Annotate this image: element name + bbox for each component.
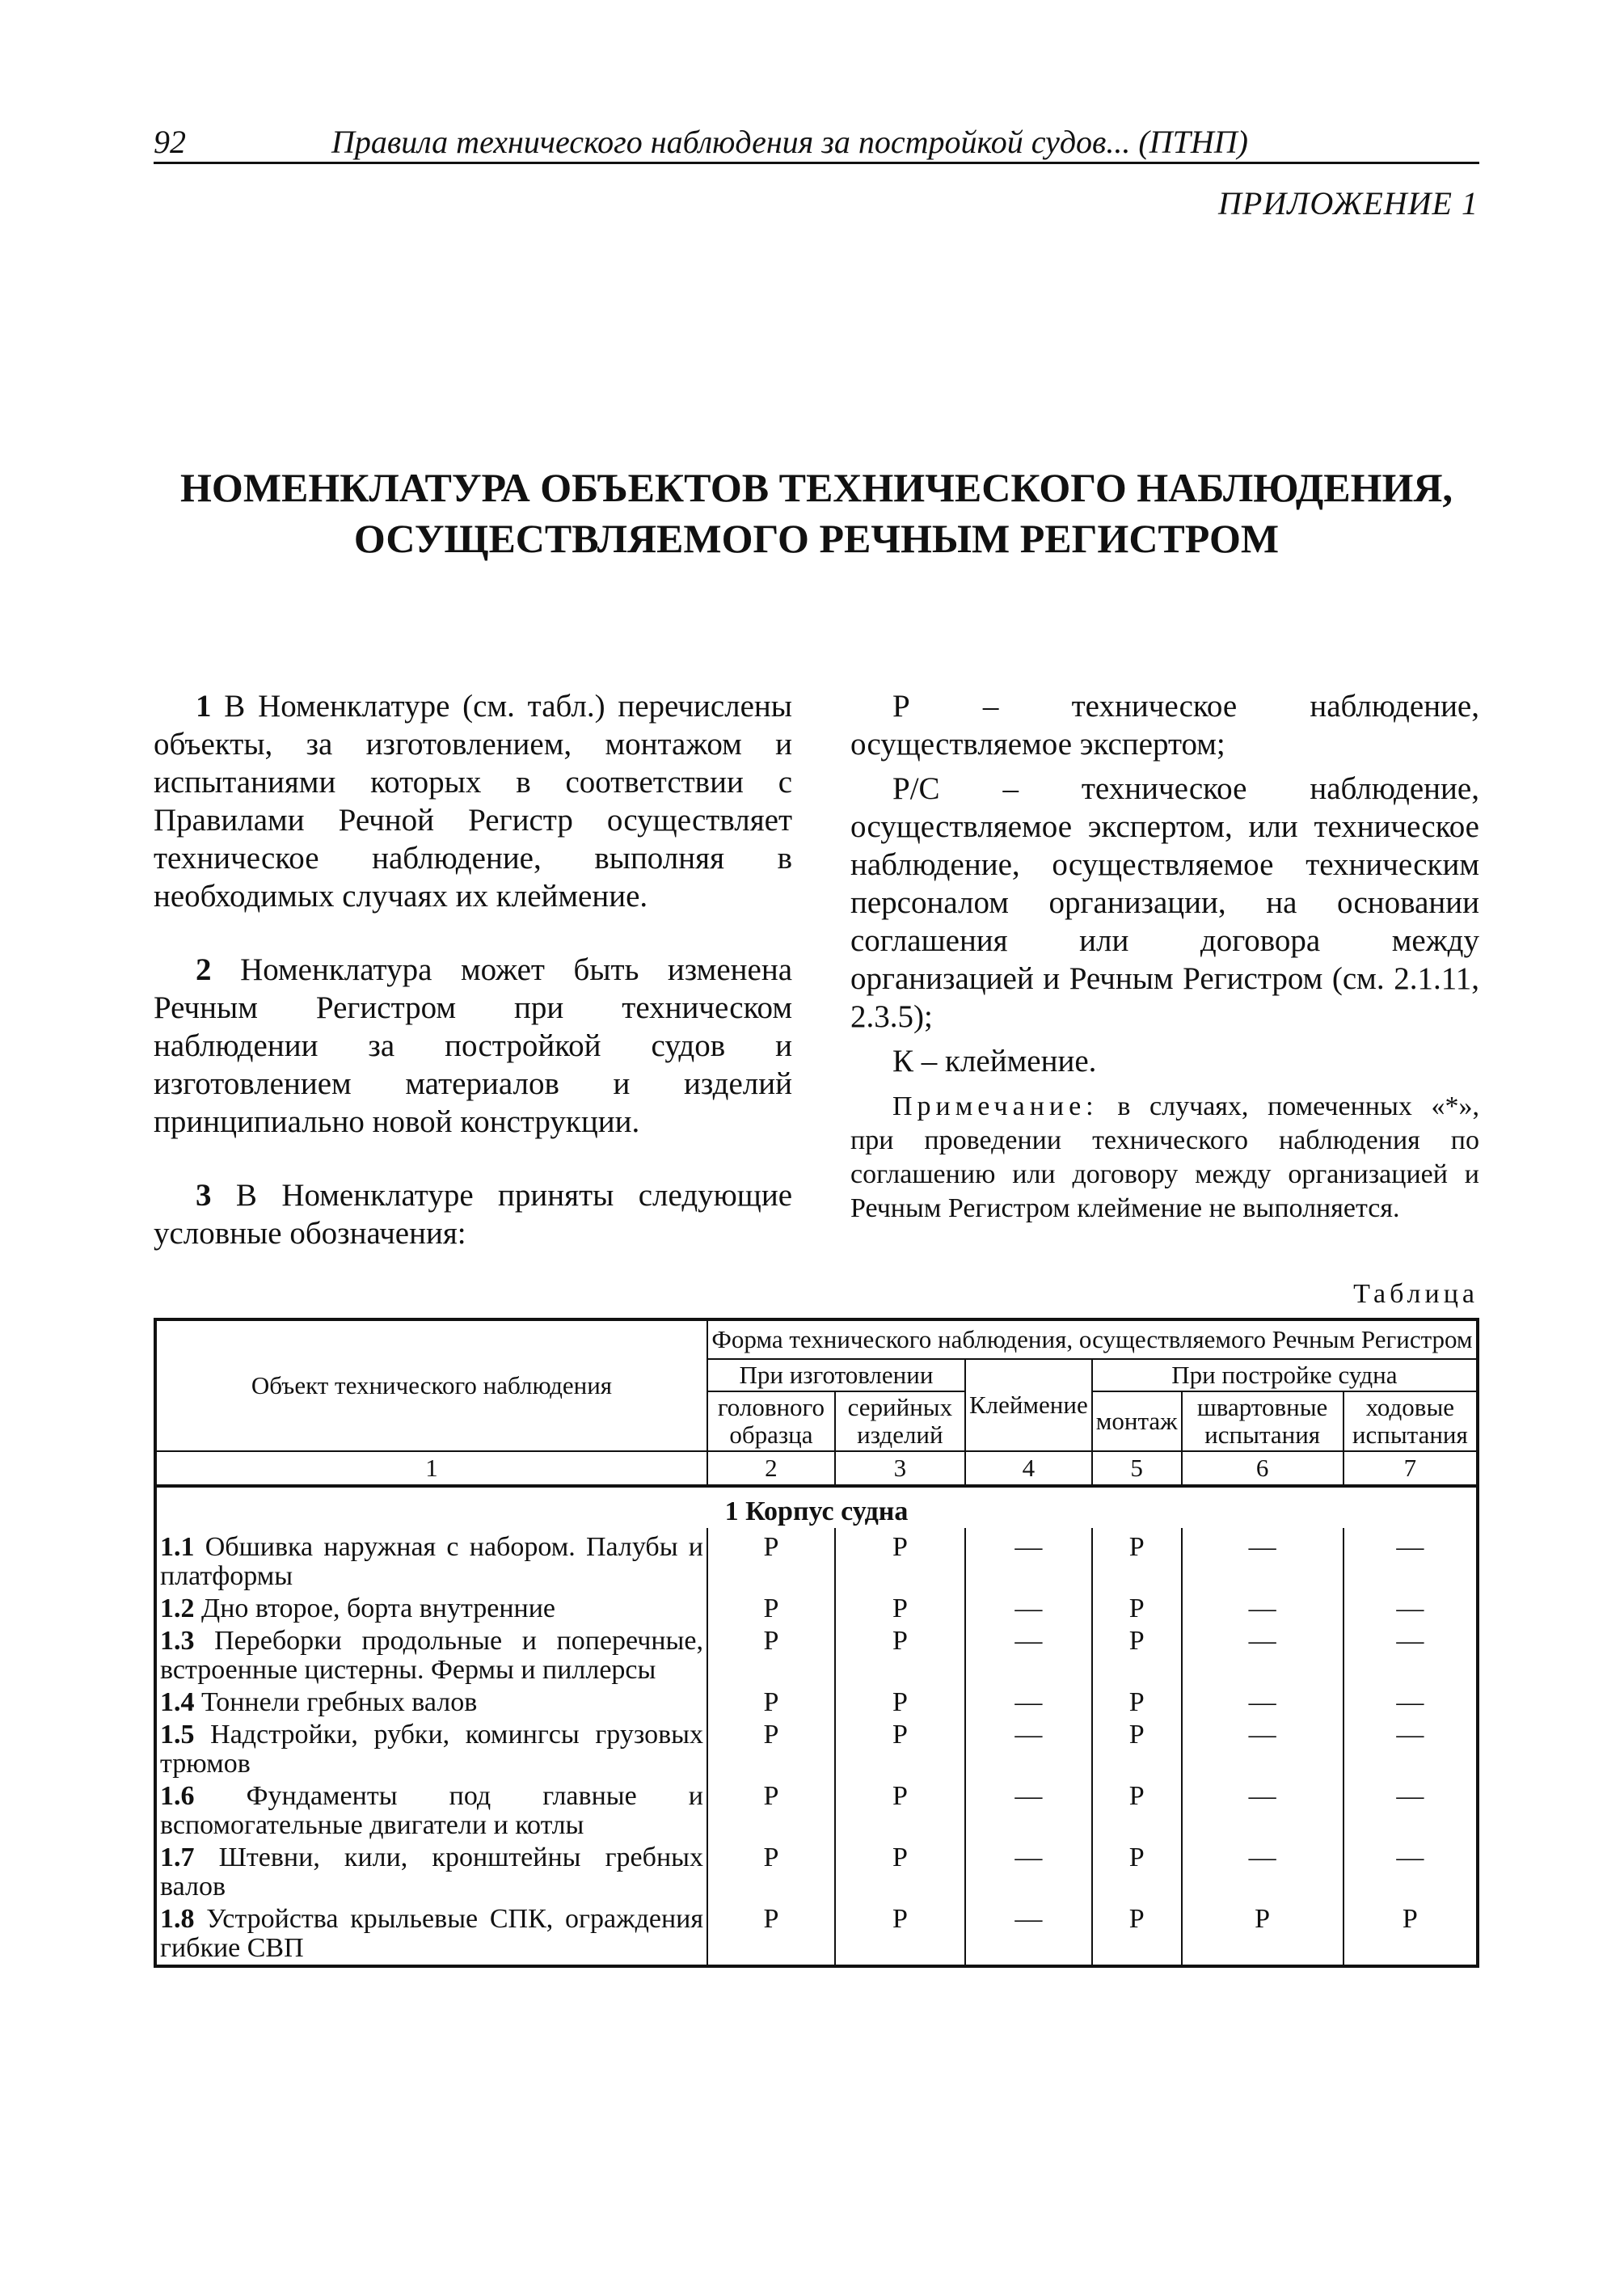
form-cell: Р: [1092, 1625, 1182, 1686]
object-cell: [155, 1686, 707, 1719]
form-cell: Р: [1092, 1719, 1182, 1780]
left-column: [154, 687, 792, 1252]
form-cell: —: [965, 1593, 1092, 1625]
column-numbers-row: [155, 1451, 1478, 1486]
note: [850, 1090, 1479, 1226]
form-cell: Р: [1092, 1528, 1182, 1593]
paragraph-2: [154, 951, 792, 1141]
form-cell: —: [1343, 1625, 1478, 1686]
object-cell: [155, 1625, 707, 1686]
form-cell: Р: [1182, 1903, 1343, 1966]
form-cell: —: [965, 1780, 1092, 1842]
form-cell: —: [965, 1528, 1092, 1593]
paragraph-text: Номенклатура может быть изменена Речным Регистром при техническом наблюдении за постройкой судов и изготовлением материалов и изделий принципиально новой конструкции.: [154, 952, 793, 1139]
object-cell: [155, 1780, 707, 1842]
form-cell: —: [965, 1625, 1092, 1686]
form-cell: —: [1343, 1842, 1478, 1903]
header-serial: серийных изделий: [835, 1391, 965, 1451]
definition-pc: Р/С – техническое наблюдение, осуществляемое экспертом, или техническое наблюдение, осуществляемое техническим персоналом организации, на основании соглашения или договора между организацией и Речным Регистром (см. 2.1.11, 2.3.5);: [850, 771, 1479, 1034]
form-cell: Р: [1343, 1903, 1478, 1966]
paragraph-text: В Номенклатуре (см. табл.) перечислены объекты, за изготовлением, монтажом и испытаниями которых в соответствии с Правилами Речной Регистр осуществляет техническое наблюдение, выполняя в необходимых случаях их клеймение.: [154, 689, 793, 914]
header-marking: Клеймение: [965, 1359, 1092, 1451]
form-cell: Р: [1092, 1686, 1182, 1719]
form-cell: Р: [707, 1593, 835, 1625]
object-cell: [155, 1903, 707, 1966]
form-cell: —: [1343, 1528, 1478, 1593]
form-cell: —: [965, 1719, 1092, 1780]
table-row: [155, 1625, 1478, 1686]
definition-k: К – клеймение.: [892, 1044, 1097, 1078]
object-cell: [155, 1593, 707, 1625]
object-cell: [155, 1842, 707, 1903]
paragraph-number: 2: [196, 952, 212, 987]
form-cell: Р: [835, 1903, 965, 1966]
table-row: [155, 1528, 1478, 1593]
nomenclature-table: [154, 1318, 1479, 1968]
note-text: в случаях, помеченных «*», при проведении технического наблюдения по соглашению или договору между организацией и Речным Регистром клеймение не выполняется.: [850, 1091, 1479, 1223]
running-title: Правила технического наблюдения за постройкой судов... (ПТНП): [331, 124, 1248, 160]
item-text: Штевни, кили, кронштейны гребных валов: [160, 1842, 703, 1902]
paragraph-number: 3: [196, 1178, 212, 1213]
table-row: [155, 1719, 1478, 1780]
item-number: 1.2: [160, 1593, 195, 1623]
item-number: 1.5: [160, 1720, 195, 1750]
form-cell: —: [1182, 1719, 1343, 1780]
paragraph-1: [154, 687, 792, 915]
column-number: 2: [707, 1451, 835, 1486]
column-number: 6: [1182, 1451, 1343, 1486]
form-cell: Р: [835, 1528, 965, 1593]
form-cell: Р: [835, 1719, 965, 1780]
form-cell: Р: [707, 1903, 835, 1966]
right-column: [850, 687, 1479, 1226]
table-row: [155, 1903, 1478, 1966]
definition-p: Р – техническое наблюдение, осуществляемое экспертом;: [850, 689, 1479, 762]
form-cell: Р: [835, 1780, 965, 1842]
item-number: 1.7: [160, 1842, 195, 1872]
form-cell: Р: [1092, 1780, 1182, 1842]
item-text: Обшивка наружная с набором. Палубы и платформы: [160, 1532, 703, 1591]
form-cell: Р: [835, 1686, 965, 1719]
item-text: Надстройки, рубки, комингсы грузовых трюмов: [160, 1720, 703, 1779]
form-cell: Р: [707, 1686, 835, 1719]
section-title: 1 Корпус судна: [724, 1496, 909, 1526]
page-number: 92: [154, 124, 186, 160]
appendix-label: ПРИЛОЖЕНИЕ 1: [1218, 185, 1478, 222]
object-cell: [155, 1719, 707, 1780]
title-line-1: НОМЕНКЛАТУРА ОБЪЕКТОВ ТЕХНИЧЕСКОГО НАБЛЮДЕНИЯ,: [180, 465, 1453, 510]
item-number: 1.3: [160, 1626, 195, 1656]
title-line-2: ОСУЩЕСТВЛЯЕМОГО РЕЧНЫМ РЕГИСТРОМ: [353, 516, 1280, 561]
form-cell: —: [1182, 1842, 1343, 1903]
form-cell: —: [965, 1686, 1092, 1719]
form-cell: —: [1182, 1528, 1343, 1593]
form-cell: Р: [835, 1593, 965, 1625]
form-cell: Р: [1092, 1903, 1182, 1966]
item-text: Фундаменты под главные и вспомогательные двигатели и котлы: [160, 1781, 703, 1840]
table-row: [155, 1593, 1478, 1625]
form-cell: Р: [707, 1719, 835, 1780]
table-row: [155, 1686, 1478, 1719]
column-number: 4: [965, 1451, 1092, 1486]
table-body: [155, 1528, 1478, 1966]
table-row: [155, 1842, 1478, 1903]
form-cell: Р: [707, 1625, 835, 1686]
column-number: 5: [1092, 1451, 1182, 1486]
header-sea-trials: ходовые испытания: [1343, 1391, 1478, 1451]
form-cell: Р: [707, 1528, 835, 1593]
object-cell: [155, 1528, 707, 1593]
header-lead-sample: головного образца: [707, 1391, 835, 1451]
form-cell: —: [1182, 1593, 1343, 1625]
header-rule: [154, 162, 1479, 164]
form-cell: Р: [1092, 1593, 1182, 1625]
header-manufacture: При изготовлении: [707, 1359, 965, 1391]
form-cell: Р: [707, 1842, 835, 1903]
item-text: Устройства крыльевые СПК, ограждения гибкие СВП: [160, 1904, 703, 1963]
item-number: 1.6: [160, 1781, 195, 1811]
item-number: 1.1: [160, 1532, 195, 1562]
header-mooring-tests: швартовные испытания: [1182, 1391, 1343, 1451]
form-cell: —: [1182, 1780, 1343, 1842]
item-number: 1.8: [160, 1904, 195, 1934]
form-cell: —: [1182, 1686, 1343, 1719]
note-label: Примечание:: [892, 1091, 1099, 1121]
form-cell: —: [1343, 1719, 1478, 1780]
form-cell: —: [965, 1842, 1092, 1903]
form-cell: —: [1182, 1625, 1343, 1686]
column-number: 7: [1343, 1451, 1478, 1486]
paragraph-text: В Номенклатуре приняты следующие условные обозначения:: [154, 1178, 793, 1251]
column-number: 1: [155, 1451, 707, 1486]
form-cell: Р: [835, 1842, 965, 1903]
form-cell: Р: [707, 1780, 835, 1842]
item-number: 1.4: [160, 1687, 195, 1717]
document-title: [154, 462, 1479, 564]
header-form: Форма технического наблюдения, осуществляемого Речным Регистром: [707, 1319, 1478, 1359]
header-construction: При постройке судна: [1092, 1359, 1478, 1391]
header-mounting: монтаж: [1092, 1391, 1182, 1451]
paragraph-number: 1: [196, 689, 212, 724]
form-cell: —: [1343, 1593, 1478, 1625]
form-cell: Р: [835, 1625, 965, 1686]
form-cell: —: [1343, 1686, 1478, 1719]
column-number: 3: [835, 1451, 965, 1486]
item-text: Дно второе, борта внутренние: [201, 1593, 556, 1623]
header-object: Объект технического наблюдения: [155, 1319, 707, 1451]
table-row: [155, 1780, 1478, 1842]
paragraph-3: [154, 1176, 792, 1252]
form-cell: —: [965, 1903, 1092, 1966]
item-text: Переборки продольные и поперечные, встроенные цистерны. Фермы и пиллерсы: [160, 1626, 703, 1685]
form-cell: —: [1343, 1780, 1478, 1842]
item-text: Тоннели гребных валов: [201, 1687, 478, 1717]
table-label: Таблица: [1353, 1279, 1478, 1309]
form-cell: Р: [1092, 1842, 1182, 1903]
section-row: [155, 1486, 1478, 1528]
